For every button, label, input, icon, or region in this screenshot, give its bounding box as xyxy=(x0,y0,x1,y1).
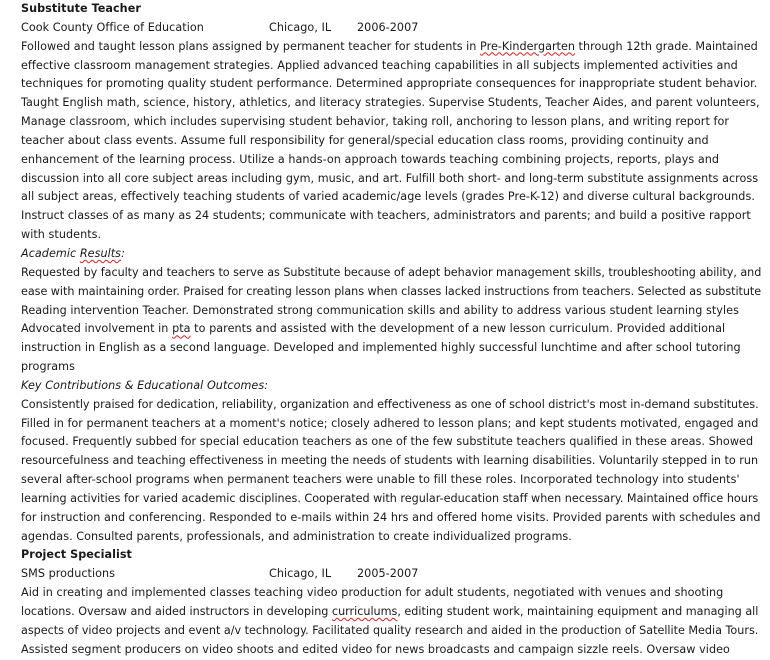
job-description xyxy=(21,584,761,659)
job-years: 2006-2007 xyxy=(357,20,419,34)
section-line: for instruction and conferencing. Responded to e-mails within 24 hrs and offered home visits. Provided parents with schedules and xyxy=(21,510,761,524)
spell-results: Results xyxy=(79,246,122,260)
section-line: Consistently praised for dedication, reliability, organization and effectiveness as one of school district's most in-demand substitutes. xyxy=(21,397,759,411)
section-line: ease with maintaining order. Praised for creating lesson plans when classes lacked instructions from teachers. Selected as substitute xyxy=(21,284,762,298)
description-line: Aid in creating and implemented classes teaching video production for adult students, negotiated with venues and shooting xyxy=(21,586,724,600)
section-heading: Academic Results: xyxy=(21,246,125,260)
spell-curriculums: curriculums xyxy=(331,605,398,618)
section-line: several after-school programs when permanent teachers were unable to fill these roles. Incorporated technology into students' xyxy=(21,473,740,487)
section-academic-results xyxy=(21,245,761,377)
section-heading: Key Contributions & Educational Outcomes: xyxy=(21,378,269,392)
section-line: agendas. Consulted parents, professionals, and administration to create individualized programs. xyxy=(21,529,572,543)
section-line: programs xyxy=(21,360,75,374)
description-line: enhancement of the learning process. Utilize a hands-on approach towards teaching combining projects, reports, plays and xyxy=(21,152,720,166)
description-line: aspects of video projects and event a/v technology. Facilitated quality research and aided in the production of Satellite Media Tours. xyxy=(21,623,759,637)
section-line: Advocated involvement in pta to parents and assisted with the development of a new lesson curriculum. Provided additional xyxy=(21,322,726,336)
job-title: Substitute Teacher xyxy=(21,2,141,15)
job-entry-project-specialist xyxy=(21,546,761,659)
resume-document xyxy=(21,0,761,660)
description-line: Taught English math, science, history, athletics, and literacy strategies. Supervise Students, Teacher Aides, and parent volunteers, xyxy=(21,96,760,110)
job-title: Project Specialist xyxy=(21,548,132,562)
section-line: instruction in English as a second language. Developed and implemented highly successful lunchtime and after school tutoring xyxy=(21,341,741,355)
job-organization: SMS productions xyxy=(21,567,116,581)
description-line: techniques for promoting quality student performance. Determined appropriate consequences for inappropriate student behavior. xyxy=(21,77,758,91)
job-description xyxy=(21,38,761,245)
description-line: discussion into all core subject areas including gym, music, and art. Fulfill both short- and long-term substitute assignments across xyxy=(21,171,759,185)
section-line: learning activities for varied academic disciplines. Cooperated with regular-education staff when necessary. Maintained office hours xyxy=(21,491,759,505)
description-line: Followed and taught lesson plans assigned by permanent teacher for students in Pre-Kindergarten through 12th grade. Maintained xyxy=(21,39,758,53)
job-location: Chicago, IL xyxy=(269,20,332,34)
description-line: Manage classroom, which includes supervising student behavior, taking roll, anchoring to lesson plans, and writing report for xyxy=(21,115,730,129)
section-key-contributions xyxy=(21,377,761,547)
spell-pta: pta xyxy=(172,322,191,336)
job-meta xyxy=(21,19,761,38)
description-line: locations. Oversaw and aided instructors in developing curriculums, editing student work, maintaining equipment and managing all xyxy=(21,605,759,618)
description-line: effective classroom management strategies. Applied advanced teaching capabilities in all subjects implemented activities and xyxy=(21,58,738,72)
section-line: Reading intervention Teacher. Demonstrated strong communication skills and ability to address various student learning styles xyxy=(21,303,739,317)
spell-pre-kindergarten: Pre-Kindergarten xyxy=(480,39,575,53)
job-years: 2005-2007 xyxy=(357,567,419,581)
section-line: focused. Frequently subbed for special education teachers as one of the few substitute teachers qualified in these areas. Showed xyxy=(21,435,754,449)
description-line: all subject areas, effectively teaching students of varied academic/age levels (grades Pre-K-12) and diverse cultural backgrounds. xyxy=(21,190,755,204)
section-line: resourcefulness and teaching effectiveness in meeting the needs of students with learning disabilities. Voluntarily stepped in to run xyxy=(21,454,759,468)
description-line: Assisted segment producers on video shoots and edited video for news broadcasts and campaign sizzle reels. Oversaw video xyxy=(21,642,730,656)
description-line: with students. xyxy=(21,228,102,242)
section-line: Requested by faculty and teachers to serve as Substitute because of adept behavior management skills, troubleshooting ability, and xyxy=(21,265,762,279)
job-meta xyxy=(21,565,761,584)
job-location: Chicago, IL xyxy=(269,567,332,581)
description-line: Instruct classes of as many as 24 students; communicate with teachers, administrators and parents; and build a positive rapport xyxy=(21,209,751,223)
job-entry-substitute-teacher xyxy=(21,0,761,546)
job-organization: Cook County Office of Education xyxy=(21,20,204,34)
section-line: Filled in for permanent teachers at a moment's notice; closely adhered to lesson plans; and kept students motivated, engaged and xyxy=(21,416,759,430)
description-line: teacher about class events. Assume full responsibility for general/special education class rooms, providing continuity and xyxy=(21,133,709,147)
